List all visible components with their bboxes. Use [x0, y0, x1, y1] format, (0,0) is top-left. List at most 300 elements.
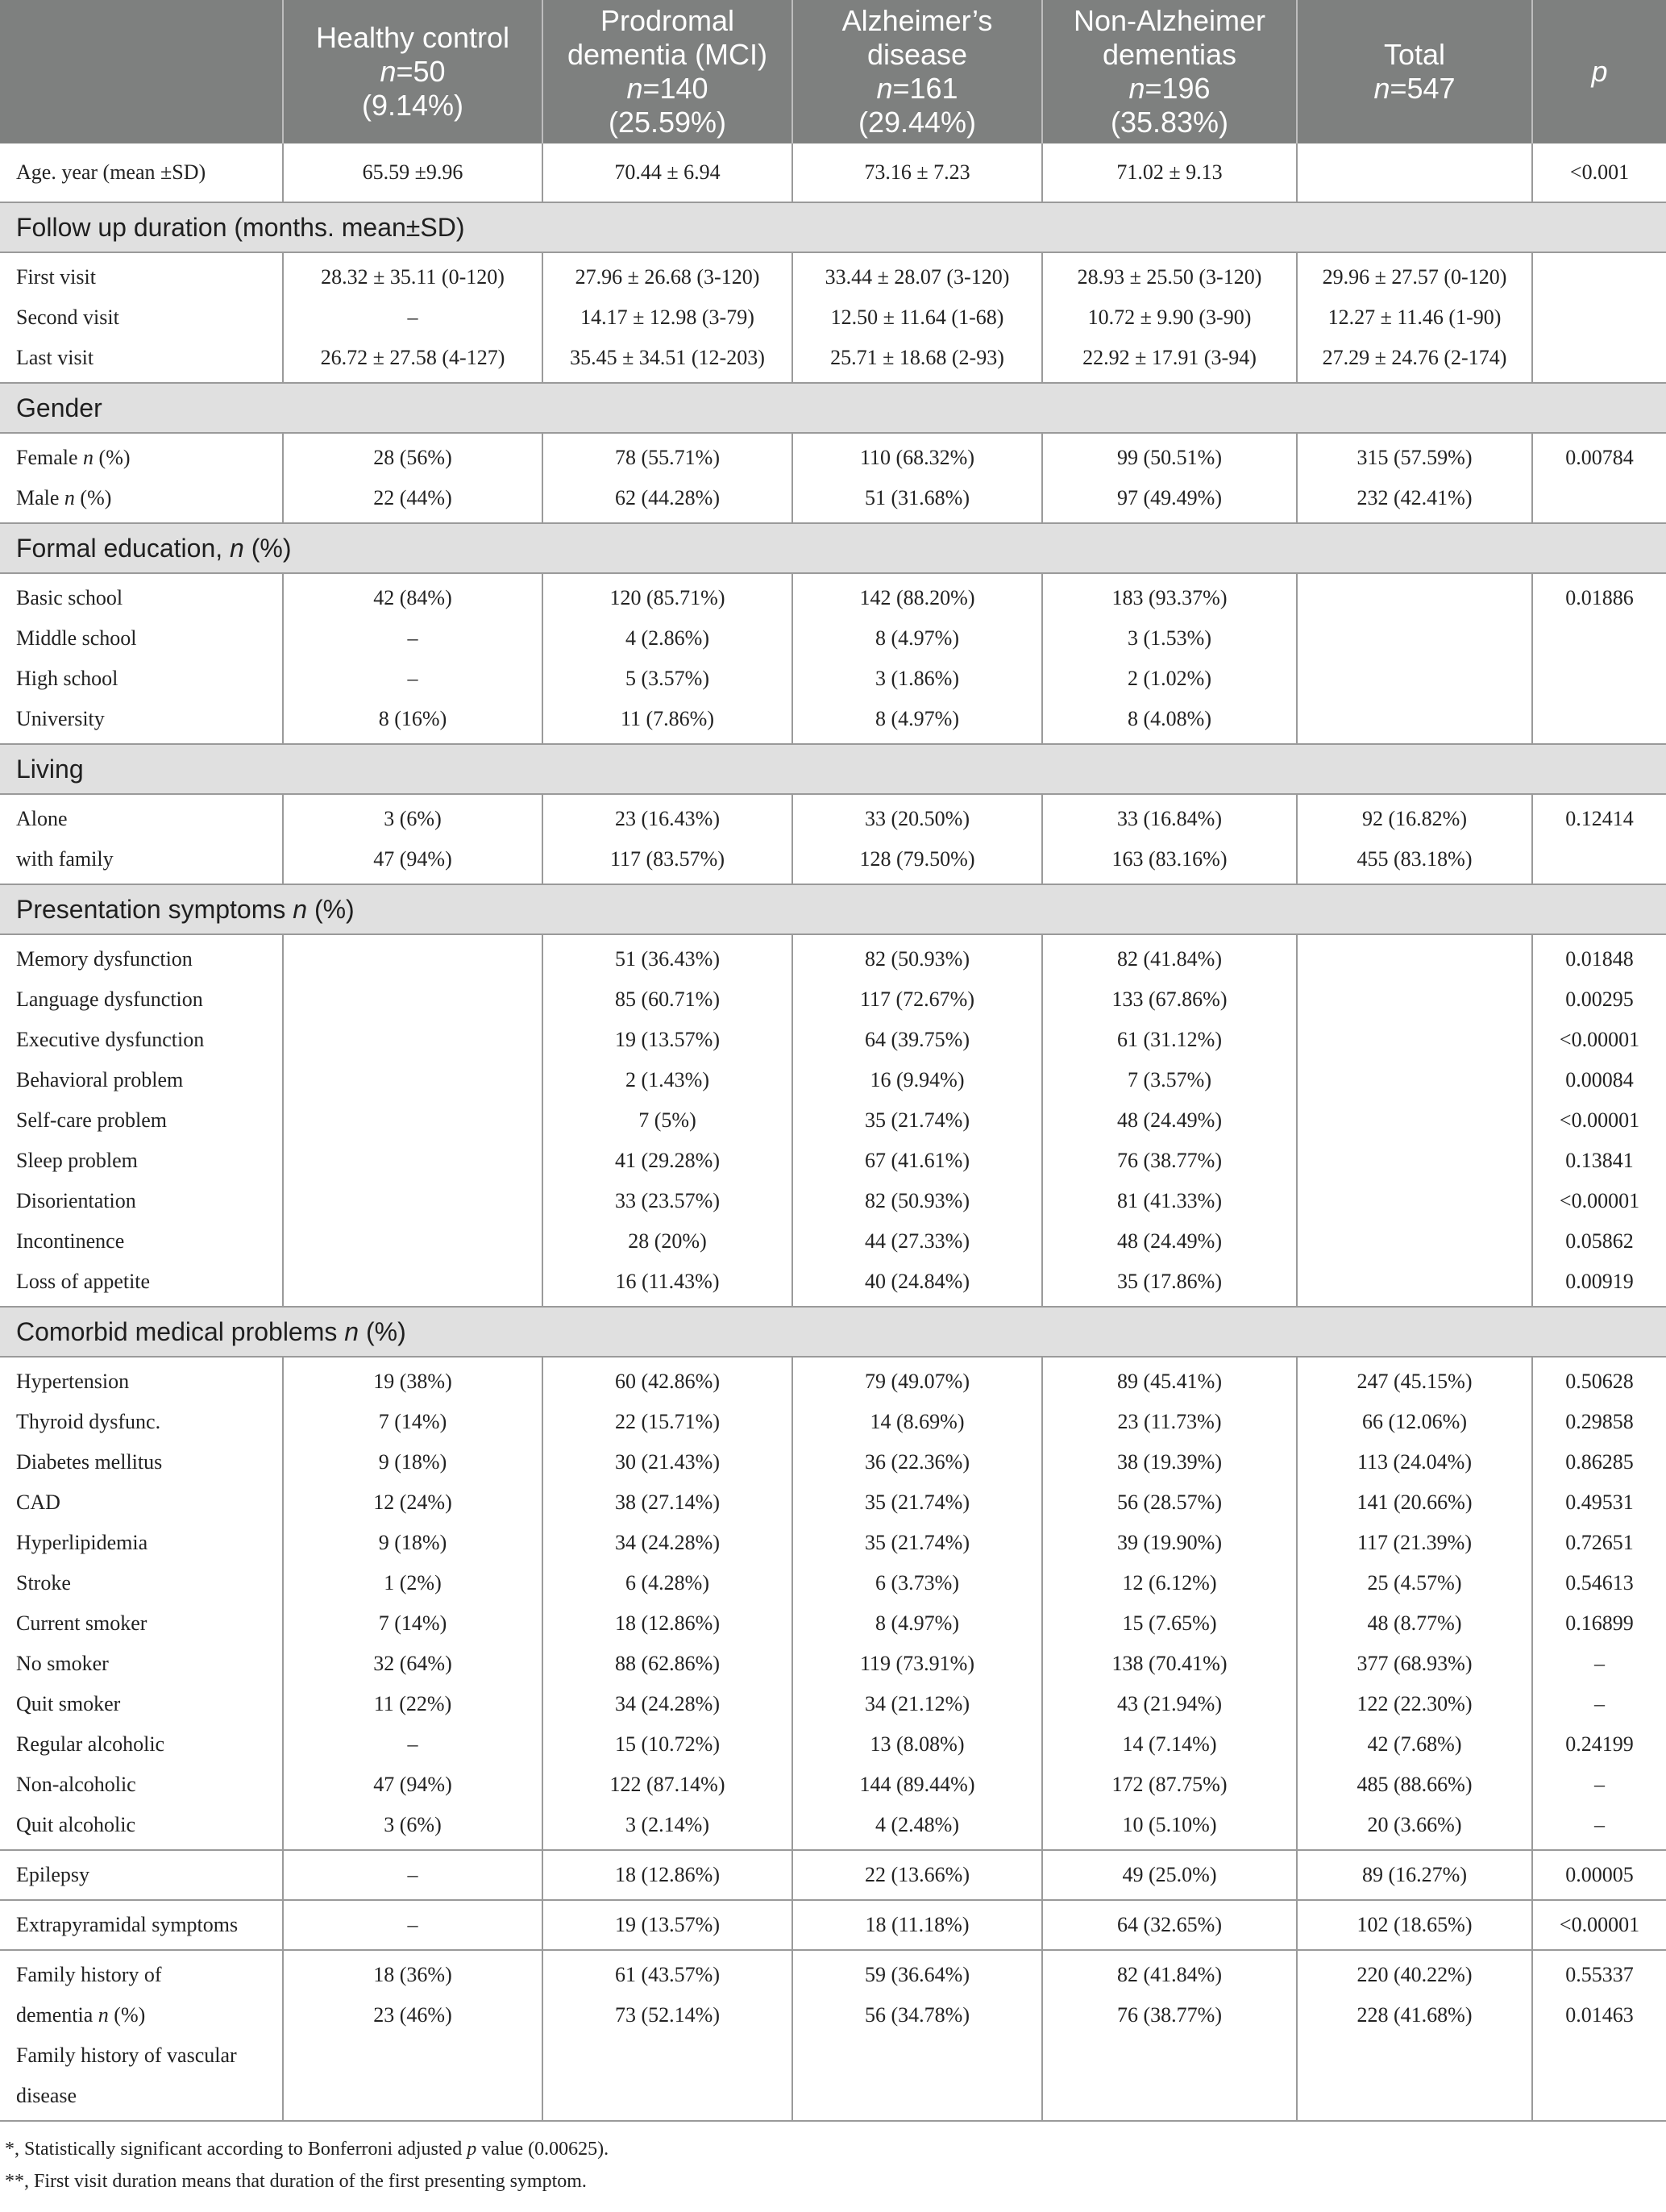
table-cell: 38 (19.39%): [1117, 1450, 1222, 1474]
table-cell: 8 (4.08%): [1128, 707, 1211, 730]
cell-age-total: [1297, 143, 1532, 202]
table-cell: 59 (36.64%): [865, 1963, 970, 1986]
header-line: Non-Alzheimer: [1073, 4, 1266, 37]
table-cell: 247 (45.15%): [1356, 1370, 1473, 1393]
row-label: Non-alcoholic: [16, 1773, 136, 1796]
cell-age-healthy-control: 65.59 ±9.96: [283, 143, 542, 202]
table-cell: 79 (49.07%): [865, 1370, 970, 1393]
cell-age-alzheimers: 73.16 ± 7.23: [792, 143, 1042, 202]
header-line: (25.59%): [608, 106, 727, 139]
table-cell: 33 (23.57%): [615, 1189, 720, 1212]
table-cell: 6 (3.73%): [875, 1571, 959, 1595]
row-label: Regular alcoholic: [16, 1732, 165, 1756]
table-cell: 16 (9.94%): [870, 1068, 965, 1091]
row-label: disease: [16, 2084, 77, 2107]
table-cell: 12 (6.12%): [1122, 1571, 1217, 1595]
table-cell: 27.29 ± 24.76 (2-174): [1322, 346, 1507, 369]
table-cell: [1043, 2076, 1296, 2116]
section-header-followup: [0, 202, 1666, 252]
table-cell: 42 (84%): [373, 586, 452, 609]
table-cell: [1533, 257, 1666, 297]
table-cell: 42 (7.68%): [1367, 1732, 1462, 1756]
table-cell: 14 (8.69%): [870, 1410, 965, 1433]
table-cell: –: [1594, 1773, 1605, 1796]
table-cell: 34 (24.28%): [615, 1531, 720, 1554]
cells-prodromal-mci: [542, 794, 792, 884]
table-cell: 119 (73.91%): [859, 1652, 974, 1675]
header-line: Prodromal: [600, 4, 735, 37]
header-row-label: [0, 0, 283, 143]
section-title: Follow up duration (months. mean±SD): [0, 202, 1666, 252]
table-cell: 48 (24.49%): [1117, 1108, 1222, 1132]
table-cell: 11 (22%): [373, 1692, 452, 1715]
cells-healthy-control: [283, 1357, 542, 1850]
table-cell: 12 (24%): [373, 1491, 452, 1514]
table-cell: 28 (56%): [373, 446, 452, 469]
cells-p-value: [1532, 433, 1666, 523]
table-cell: 485 (88.66%): [1356, 1773, 1473, 1796]
cells-non-alzheimer: [1042, 794, 1297, 884]
table-cell: 7 (5%): [638, 1108, 696, 1132]
table-cell: 128 (79.50%): [859, 847, 975, 871]
table-cell: 30 (21.43%): [615, 1450, 720, 1474]
table-cell: 36 (22.36%): [865, 1450, 970, 1474]
row-label: Executive dysfunction: [16, 1028, 205, 1051]
table-cell: 142 (88.20%): [859, 586, 975, 609]
row-label: with family: [16, 847, 114, 871]
row-label: High school: [16, 667, 118, 690]
table-cell: 34 (21.12%): [865, 1692, 970, 1715]
table-cell: 82 (41.84%): [1117, 947, 1222, 971]
cells-total: [1297, 1357, 1532, 1850]
cells-non-alzheimer: [1042, 934, 1297, 1307]
row-label: Sleep problem: [16, 1149, 138, 1172]
table-cell: 48 (8.77%): [1367, 1611, 1462, 1635]
table-cell: 25.71 ± 18.68 (2-93): [830, 346, 1004, 369]
table-cell: [1533, 2076, 1666, 2116]
table-cell: 4 (2.86%): [625, 626, 709, 650]
header-line: (29.44%): [858, 106, 977, 139]
table-cell: 89 (16.27%): [1362, 1863, 1467, 1886]
table-cell: [284, 2035, 542, 2076]
row-label: Epilepsy: [16, 1863, 89, 1886]
cell-age-p-value: <0.001: [1532, 143, 1666, 202]
header-line: (35.83%): [1110, 106, 1229, 139]
table-cell: 6 (4.28%): [625, 1571, 709, 1595]
table-cell: 10.72 ± 9.90 (3-90): [1087, 306, 1252, 329]
row-label: Language dysfunction: [16, 988, 203, 1011]
table-cell: [1533, 659, 1666, 699]
table-cell: [793, 2035, 1041, 2076]
table-cell: [1298, 2076, 1531, 2116]
table-cell: 8 (4.97%): [875, 1611, 959, 1635]
table-cell: 0.86285: [1565, 1450, 1634, 1474]
table-cell: 4 (2.48%): [875, 1813, 959, 1836]
table-cell: 61 (43.57%): [615, 1963, 720, 1986]
table-cell: 47 (94%): [373, 847, 452, 871]
table-cell: 5 (3.57%): [625, 667, 709, 690]
row-label: Alone: [16, 807, 68, 830]
table-cell: 117 (83.57%): [609, 847, 725, 871]
cells-p-value: [1532, 573, 1666, 744]
table-cell: 76 (38.77%): [1117, 1149, 1222, 1172]
row-label: Quit smoker: [16, 1692, 121, 1715]
cells-p-value: [1532, 252, 1666, 383]
row-label: Loss of appetite: [16, 1270, 151, 1293]
table-cell: [1298, 699, 1531, 739]
table-cell: 0.54613: [1565, 1571, 1634, 1595]
table-cell: 35 (21.74%): [865, 1108, 970, 1132]
row-label: Quit alcoholic: [16, 1813, 136, 1836]
table-cell: 85 (60.71%): [615, 988, 720, 1011]
table-cell: 0.01463: [1565, 2003, 1634, 2027]
table-cell: 144 (89.44%): [859, 1773, 975, 1796]
cells-alzheimers: [792, 1900, 1042, 1950]
cell-age-non-alzheimer: 71.02 ± 9.13: [1042, 143, 1297, 202]
table-cell: [1298, 1020, 1531, 1060]
cells-prodromal-mci: [542, 433, 792, 523]
group-row-followup: [0, 252, 1666, 383]
table-cell: 117 (72.67%): [859, 988, 974, 1011]
table-cell: 3 (2.14%): [625, 1813, 709, 1836]
cells-prodromal-mci: [542, 1900, 792, 1950]
table-cell: 82 (50.93%): [865, 1189, 970, 1212]
cells-total: [1297, 433, 1532, 523]
table-cell: 0.00295: [1565, 988, 1634, 1011]
section-header-gender: [0, 383, 1666, 433]
cells-alzheimers: [792, 794, 1042, 884]
table-cell: 0.49531: [1565, 1491, 1634, 1514]
row-label: Hypertension: [16, 1370, 130, 1393]
cells-alzheimers: [792, 573, 1042, 744]
table-cell: 3 (1.86%): [875, 667, 959, 690]
table-cell: 23 (16.43%): [615, 807, 720, 830]
header-healthy-control: [283, 0, 542, 143]
row-label: Male n (%): [16, 486, 112, 509]
table-cell: 377 (68.93%): [1356, 1652, 1473, 1675]
table-cell: 27.96 ± 26.68 (3-120): [575, 265, 760, 289]
table-cell: –: [1594, 1692, 1605, 1715]
cells-non-alzheimer: [1042, 1357, 1297, 1850]
section-title: Formal education, n (%): [0, 523, 1666, 573]
table-cell: 232 (42.41%): [1356, 486, 1473, 509]
table-cell: [1043, 2035, 1296, 2076]
cells-healthy-control: [283, 1850, 542, 1900]
table-cell: 82 (41.84%): [1117, 1963, 1222, 1986]
row-label: Basic school: [16, 586, 123, 609]
cells-prodromal-mci: [542, 573, 792, 744]
table-cell: [1533, 478, 1666, 518]
table-cell: 1 (2%): [384, 1571, 442, 1595]
table-cell: [1298, 1262, 1531, 1302]
table-cell: 82 (50.93%): [865, 947, 970, 971]
table-cell: 29.96 ± 27.57 (0-120): [1322, 265, 1507, 289]
table-cell: 35 (21.74%): [865, 1531, 970, 1554]
table-cell: 66 (12.06%): [1362, 1410, 1467, 1433]
table-cell: 0.55337: [1565, 1963, 1634, 1986]
table-cell: 48 (24.49%): [1117, 1229, 1222, 1253]
header-line: p: [1591, 55, 1608, 88]
table-cell: 22 (13.66%): [865, 1863, 970, 1886]
table-cell: 47 (94%): [373, 1773, 452, 1796]
cells-total: [1297, 573, 1532, 744]
cells-alzheimers: [792, 1357, 1042, 1850]
cells-healthy-control: [283, 934, 542, 1307]
table-cell: [543, 2076, 791, 2116]
table-cell: [284, 2076, 542, 2116]
row-labels: [0, 794, 283, 884]
table-cell: 7 (14%): [378, 1410, 447, 1433]
table-cell: [284, 1141, 542, 1181]
row-labels: [0, 1950, 283, 2121]
row-label: Incontinence: [16, 1229, 125, 1253]
header-non-alzheimer-dementias: [1042, 0, 1297, 143]
table-cell: [1533, 297, 1666, 338]
cells-non-alzheimer: [1042, 252, 1297, 383]
cells-prodromal-mci: [542, 934, 792, 1307]
row-labels: [0, 433, 283, 523]
row-labels: [0, 1850, 283, 1900]
table-cell: 120 (85.71%): [609, 586, 725, 609]
table-cell: [284, 1020, 542, 1060]
table-cell: 35 (21.74%): [865, 1491, 970, 1514]
table-cell: 49 (25.0%): [1122, 1863, 1217, 1886]
table-cell: 138 (70.41%): [1111, 1652, 1228, 1675]
table-cell: 117 (21.39%): [1356, 1531, 1472, 1554]
table-cell: 8 (16%): [378, 707, 447, 730]
header-line: (9.14%): [361, 89, 464, 122]
table-cell: 89 (45.41%): [1117, 1370, 1222, 1393]
table-cell: 18 (11.18%): [865, 1913, 970, 1936]
table-cell: 7 (14%): [378, 1611, 447, 1635]
table-cell: [1298, 1100, 1531, 1141]
table-cell: [1533, 699, 1666, 739]
header-prodromal-dementia: [542, 0, 792, 143]
section-header-symptoms: [0, 884, 1666, 934]
table-cell: 0.29858: [1565, 1410, 1634, 1433]
header-line: dementias: [1102, 38, 1237, 71]
table-cell: 0.01848: [1565, 947, 1634, 971]
row-label: Hyperlipidemia: [16, 1531, 148, 1554]
table-cell: 62 (44.28%): [615, 486, 720, 509]
row-label: Stroke: [16, 1571, 71, 1595]
table-cell: –: [1594, 1813, 1605, 1836]
table-cell: 228 (41.68%): [1356, 2003, 1473, 2027]
cells-alzheimers: [792, 934, 1042, 1307]
row-labels: [0, 573, 283, 744]
table-cell: 122 (22.30%): [1356, 1692, 1473, 1715]
table-cell: 0.50628: [1565, 1370, 1634, 1393]
cells-total: [1297, 1950, 1532, 2121]
table-cell: 2 (1.43%): [625, 1068, 709, 1091]
table-cell: 18 (12.86%): [615, 1863, 720, 1886]
row-label: Middle school: [16, 626, 137, 650]
table-cell: 28.32 ± 35.11 (0-120): [321, 265, 505, 289]
table-cell: [284, 1181, 542, 1221]
cells-healthy-control: [283, 1900, 542, 1950]
table-cell: 22 (44%): [373, 486, 452, 509]
table-cell: [1533, 2035, 1666, 2076]
table-cell: 11 (7.86%): [620, 707, 714, 730]
table-cell: 20 (3.66%): [1367, 1813, 1462, 1836]
cells-alzheimers: [792, 1850, 1042, 1900]
table-cell: 43 (21.94%): [1117, 1692, 1222, 1715]
table-cell: 56 (34.78%): [865, 2003, 970, 2027]
section-title: Gender: [0, 383, 1666, 433]
cells-alzheimers: [792, 252, 1042, 383]
table-cell: 81 (41.33%): [1117, 1189, 1222, 1212]
table-cell: 60 (42.86%): [615, 1370, 720, 1393]
table-cell: <0.00001: [1559, 1189, 1640, 1212]
row-label: Family history of: [16, 1963, 162, 1986]
cells-p-value: [1532, 934, 1666, 1307]
row-labels: [0, 252, 283, 383]
table-cell: 33 (20.50%): [865, 807, 970, 830]
table-cell: 23 (11.73%): [1117, 1410, 1222, 1433]
table-cell: 18 (36%): [373, 1963, 452, 1986]
header-line: Alzheimer’s: [841, 4, 993, 37]
table-cell: 19 (13.57%): [615, 1028, 720, 1051]
table-cell: –: [407, 667, 418, 690]
header-line: n=140: [626, 72, 708, 105]
table-cell: 16 (11.43%): [615, 1270, 720, 1293]
table-cell: 73 (52.14%): [615, 2003, 720, 2027]
table-cell: [284, 1060, 542, 1100]
group-row-extrapyramidal: [0, 1900, 1666, 1950]
section-header-education: [0, 523, 1666, 573]
table-cell: 3 (1.53%): [1128, 626, 1211, 650]
cells-alzheimers: [792, 433, 1042, 523]
table-cell: <0.00001: [1559, 1913, 1640, 1936]
row-label: First visit: [16, 265, 96, 289]
table-cell: 19 (13.57%): [615, 1913, 720, 1936]
cells-non-alzheimer: [1042, 573, 1297, 744]
cells-healthy-control: [283, 433, 542, 523]
cells-total: [1297, 252, 1532, 383]
group-row-comorbid: [0, 1357, 1666, 1850]
cells-p-value: [1532, 1850, 1666, 1900]
cells-healthy-control: [283, 1950, 542, 2121]
cells-total: [1297, 1900, 1532, 1950]
cells-p-value: [1532, 794, 1666, 884]
group-row-living: [0, 794, 1666, 884]
table-cell: [284, 1262, 542, 1302]
table-cell: 315 (57.59%): [1356, 446, 1473, 469]
table-cell: [1298, 1221, 1531, 1262]
table-cell: 78 (55.71%): [615, 446, 720, 469]
row-age: [0, 143, 1666, 202]
table-cell: 41 (29.28%): [615, 1149, 720, 1172]
table-cell: 35.45 ± 34.51 (12-203): [570, 346, 765, 369]
table-cell: 102 (18.65%): [1356, 1913, 1473, 1936]
row-label: Female n (%): [16, 446, 131, 469]
table-cell: 18 (12.86%): [615, 1611, 720, 1635]
table-cell: 92 (16.82%): [1362, 807, 1467, 830]
header-total: [1297, 0, 1532, 143]
cells-p-value: [1532, 1900, 1666, 1950]
table-cell: 0.00084: [1565, 1068, 1634, 1091]
table-cell: [1298, 578, 1531, 618]
table-cell: 15 (10.72%): [615, 1732, 720, 1756]
table-cell: 10 (5.10%): [1122, 1813, 1217, 1836]
table-cell: [1298, 939, 1531, 979]
cells-non-alzheimer: [1042, 433, 1297, 523]
table-cell: 34 (24.28%): [615, 1692, 720, 1715]
group-row-education: [0, 573, 1666, 744]
table-cell: 26.72 ± 27.58 (4-127): [320, 346, 505, 369]
row-label: Family history of vascular: [16, 2044, 237, 2067]
row-label: University: [16, 707, 105, 730]
table-cell: 7 (3.57%): [1128, 1068, 1211, 1091]
row-labels: [0, 1357, 283, 1850]
table-cell: –: [1594, 1652, 1605, 1675]
table-header: [0, 0, 1666, 143]
table-cell: 0.00005: [1565, 1863, 1634, 1886]
cells-non-alzheimer: [1042, 1950, 1297, 2121]
cells-non-alzheimer: [1042, 1900, 1297, 1950]
cells-healthy-control: [283, 794, 542, 884]
table-cell: 33 (16.84%): [1117, 807, 1222, 830]
table-cell: 22.92 ± 17.91 (3-94): [1082, 346, 1257, 369]
header-p-value: [1532, 0, 1666, 143]
table-cell: 0.24199: [1565, 1732, 1634, 1756]
table-cell: [1533, 338, 1666, 378]
cells-total: [1297, 1850, 1532, 1900]
table-cell: 163 (83.16%): [1111, 847, 1228, 871]
cells-non-alzheimer: [1042, 1850, 1297, 1900]
table-cell: [1298, 618, 1531, 659]
row-label: dementia n (%): [16, 2003, 146, 2027]
table-cell: <0.00001: [1559, 1028, 1640, 1051]
cells-p-value: [1532, 1950, 1666, 2121]
table-cell: [284, 979, 542, 1020]
cells-alzheimers: [792, 1950, 1042, 2121]
table-cell: [1298, 2035, 1531, 2076]
cells-p-value: [1532, 1357, 1666, 1850]
table-cell: 51 (31.68%): [865, 486, 970, 509]
table-cell: 44 (27.33%): [865, 1229, 970, 1253]
group-row-family: [0, 1950, 1666, 2121]
table-cell: 56 (28.57%): [1117, 1491, 1222, 1514]
table-cell: 172 (87.75%): [1111, 1773, 1228, 1796]
table-cell: 64 (32.65%): [1117, 1913, 1222, 1936]
header-line: n=161: [876, 72, 958, 105]
table-cell: [1533, 618, 1666, 659]
table-cell: [793, 2076, 1041, 2116]
table-cell: 67 (41.61%): [865, 1149, 970, 1172]
row-label: Age. year (mean ±SD): [16, 160, 206, 184]
table-cell: 455 (83.18%): [1356, 847, 1473, 871]
row-label: Second visit: [16, 306, 119, 329]
table-cell: 12.50 ± 11.64 (1-68): [830, 306, 1004, 329]
table-cell: [1298, 1181, 1531, 1221]
table-cell: <0.00001: [1559, 1108, 1640, 1132]
footnote-first-visit: **, First visit duration means that duration of the first presenting symptom.: [5, 2171, 587, 2192]
table-cell: 8 (4.97%): [875, 626, 959, 650]
row-label: Diabetes mellitus: [16, 1450, 163, 1474]
row-labels: [0, 1900, 283, 1950]
cells-prodromal-mci: [542, 252, 792, 383]
table-cell: 8 (4.97%): [875, 707, 959, 730]
row-label: CAD: [16, 1491, 60, 1514]
table-cell: 141 (20.66%): [1356, 1491, 1473, 1514]
table-cell: 64 (39.75%): [865, 1028, 970, 1051]
table-cell: 39 (19.90%): [1117, 1531, 1222, 1554]
table-cell: 28 (20%): [628, 1229, 707, 1253]
cells-prodromal-mci: [542, 1950, 792, 2121]
table-cell: 133 (67.86%): [1111, 988, 1228, 1011]
table-cell: 51 (36.43%): [615, 947, 720, 971]
